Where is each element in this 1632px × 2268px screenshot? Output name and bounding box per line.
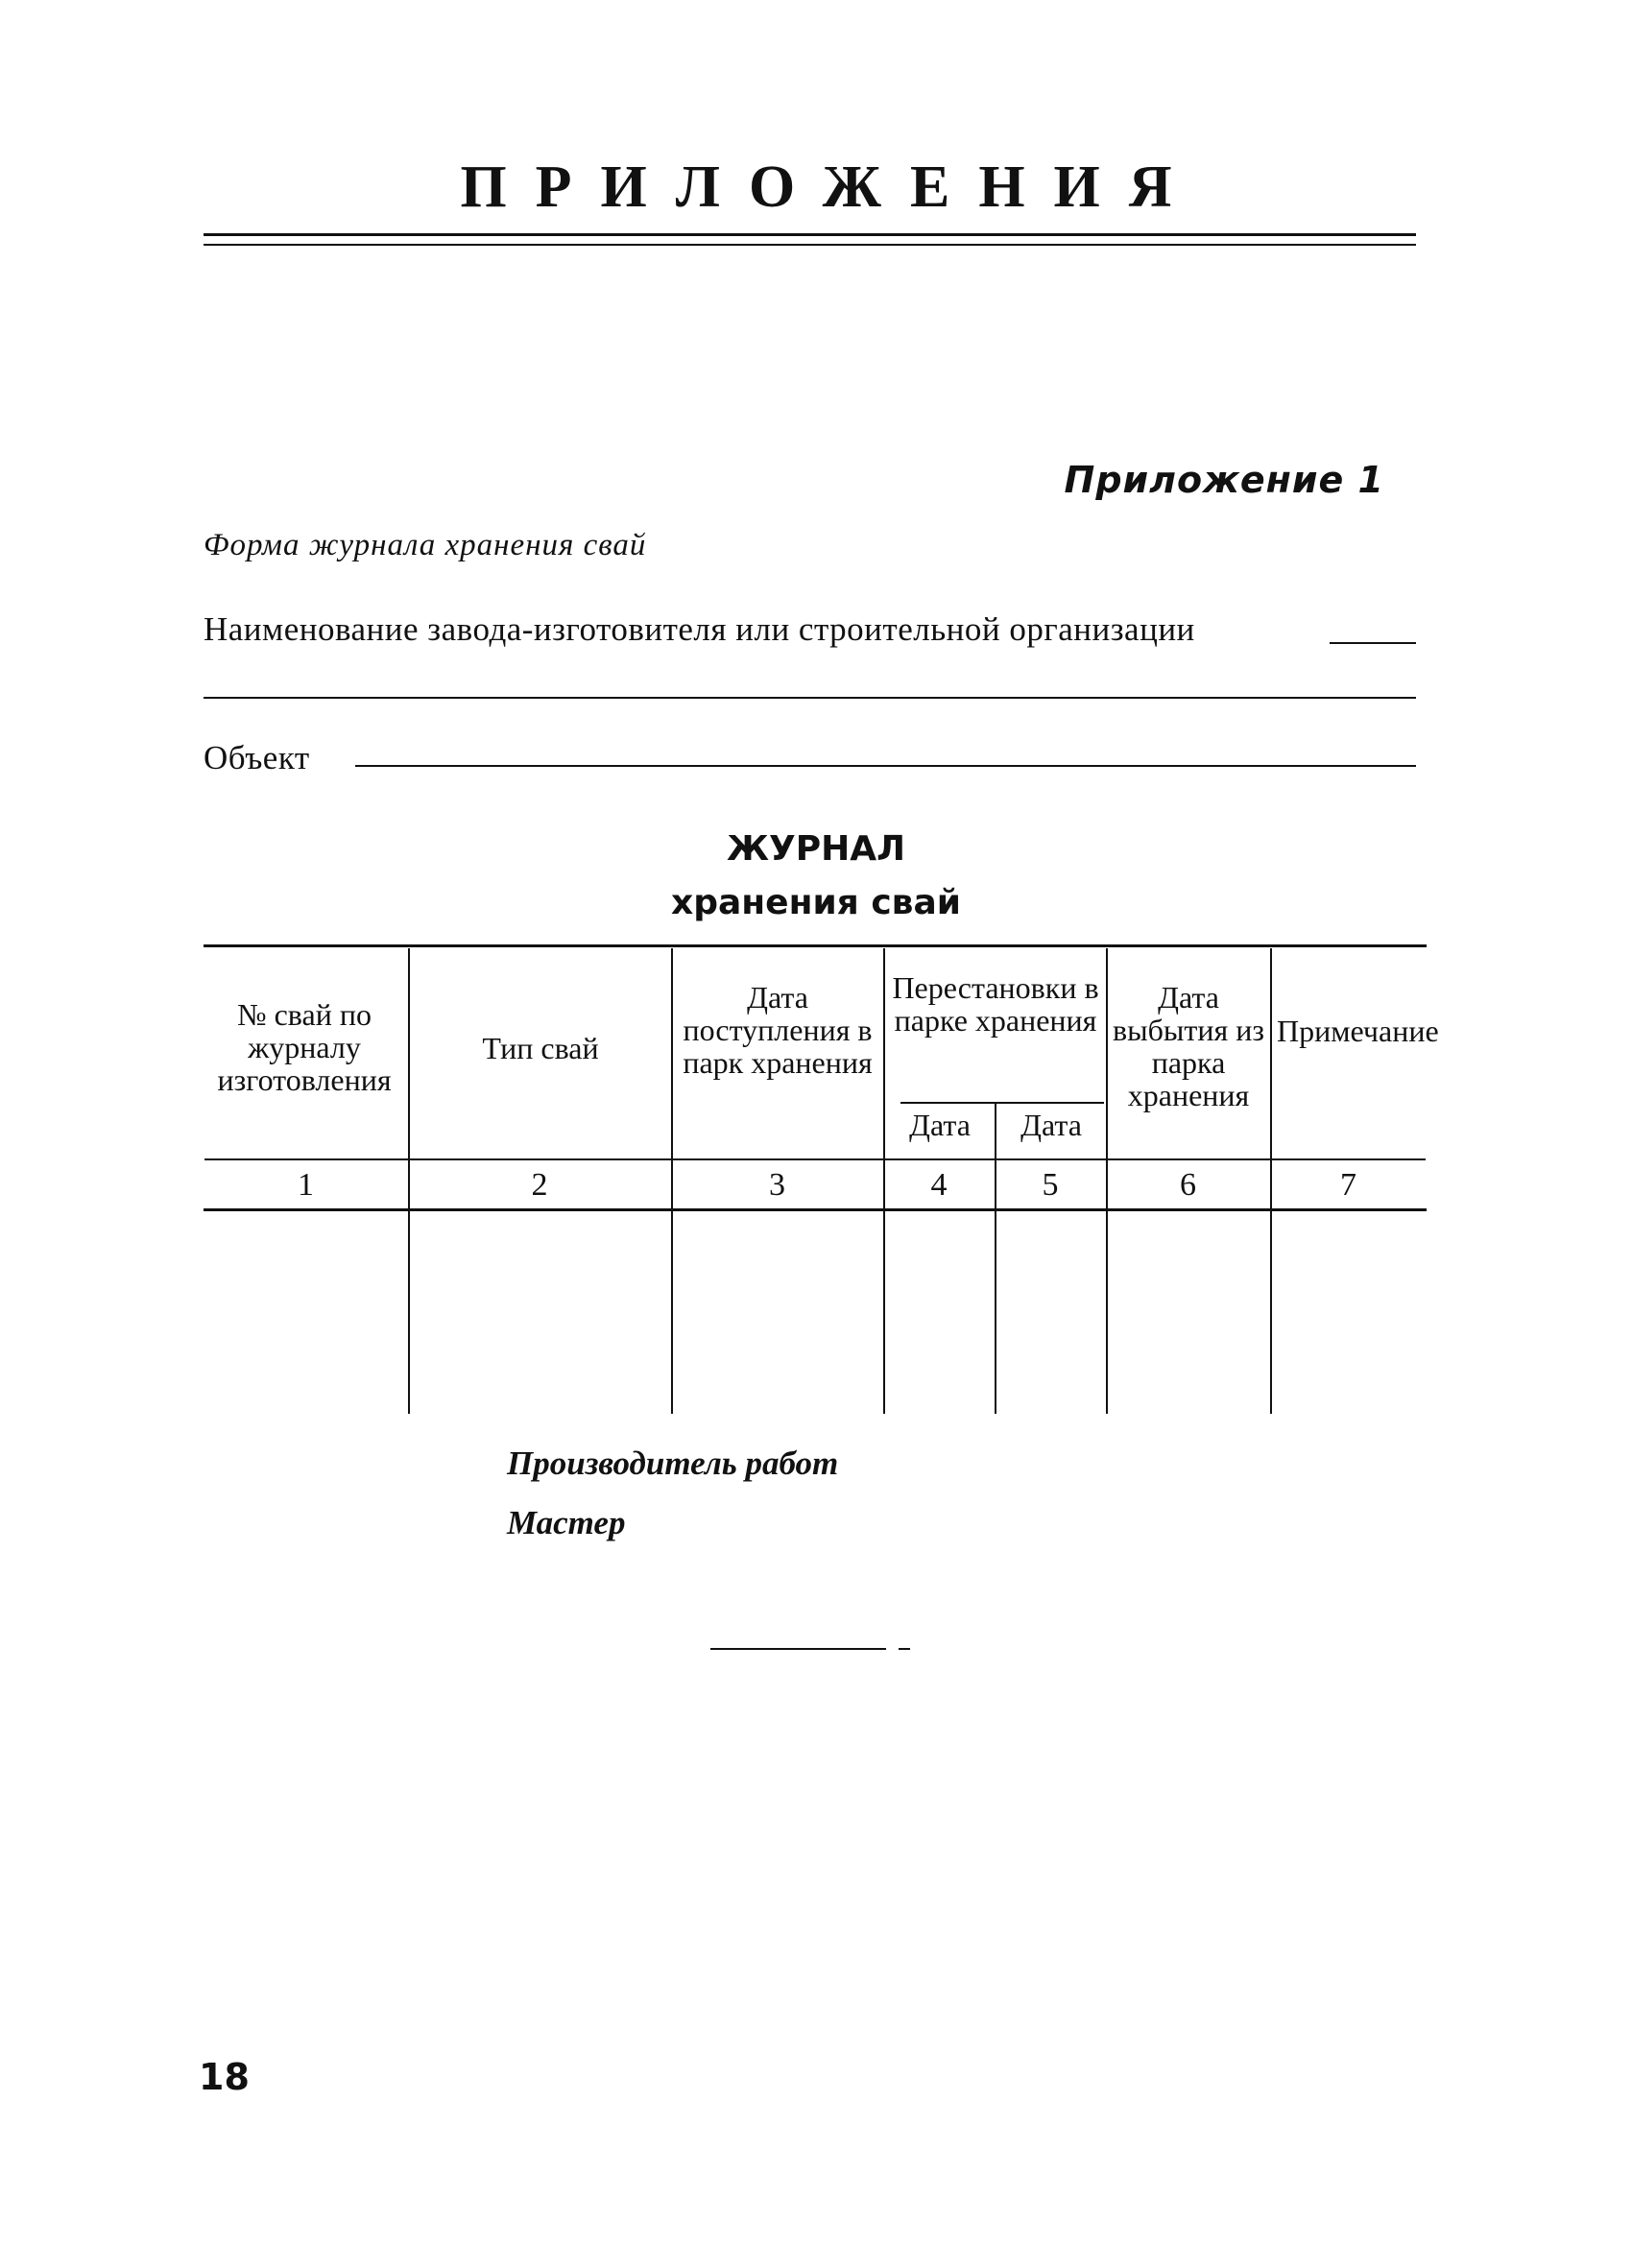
table-header-bottom-line <box>204 1158 1426 1160</box>
appendix-label: Приложение 1 <box>1064 459 1384 501</box>
double-rule-bottom <box>204 244 1416 246</box>
column-number-4: 4 <box>930 1167 948 1203</box>
header-pile-type: Тип свай <box>482 1031 599 1065</box>
column-number-1: 1 <box>298 1167 314 1203</box>
page-number: 18 <box>199 2056 250 2098</box>
subheader-date-1: Дата <box>909 1108 971 1142</box>
column-divider-4 <box>995 1104 996 1414</box>
table-numbers-bottom-line <box>204 1208 1427 1211</box>
column-number-3: 3 <box>769 1167 785 1203</box>
manufacturer-label: Наименование завода-изготовителя или строительной организации <box>204 610 1195 648</box>
table-top-line <box>204 944 1427 947</box>
column-number-6: 6 <box>1180 1167 1196 1203</box>
end-rule-dash <box>899 1648 910 1650</box>
manufacturer-blank-line2 <box>204 697 1416 699</box>
column-number-5: 5 <box>1042 1167 1059 1203</box>
column-number-2: 2 <box>531 1167 548 1203</box>
subheader-date-2: Дата <box>1020 1108 1082 1142</box>
signature-master: Мастер <box>507 1504 626 1541</box>
header-arrival-date: Дата поступления в парк хранения <box>683 980 873 1080</box>
object-label: Объект <box>204 739 310 776</box>
journal-subtitle: хранения свай <box>671 883 961 922</box>
header-rearrangements: Перестановки в парке хранения <box>892 970 1099 1038</box>
double-rule-top <box>204 233 1416 236</box>
header-pile-number: № свай по журналу изготовления <box>217 997 392 1097</box>
signature-foreman: Производитель работ <box>507 1444 839 1482</box>
journal-title: ЖУРНАЛ <box>726 829 906 869</box>
column-number-7: 7 <box>1340 1167 1356 1203</box>
header-note: Примечание <box>1277 1014 1439 1048</box>
form-caption: Форма журнала хранения свай <box>204 528 647 562</box>
end-rule <box>710 1648 886 1650</box>
section-title: ПРИЛОЖЕНИЯ <box>460 155 1201 220</box>
manufacturer-blank <box>1330 642 1416 644</box>
subheader-line <box>900 1102 1104 1104</box>
object-blank <box>355 765 1416 767</box>
header-departure-date: Дата выбытия из парка хранения <box>1113 980 1264 1112</box>
